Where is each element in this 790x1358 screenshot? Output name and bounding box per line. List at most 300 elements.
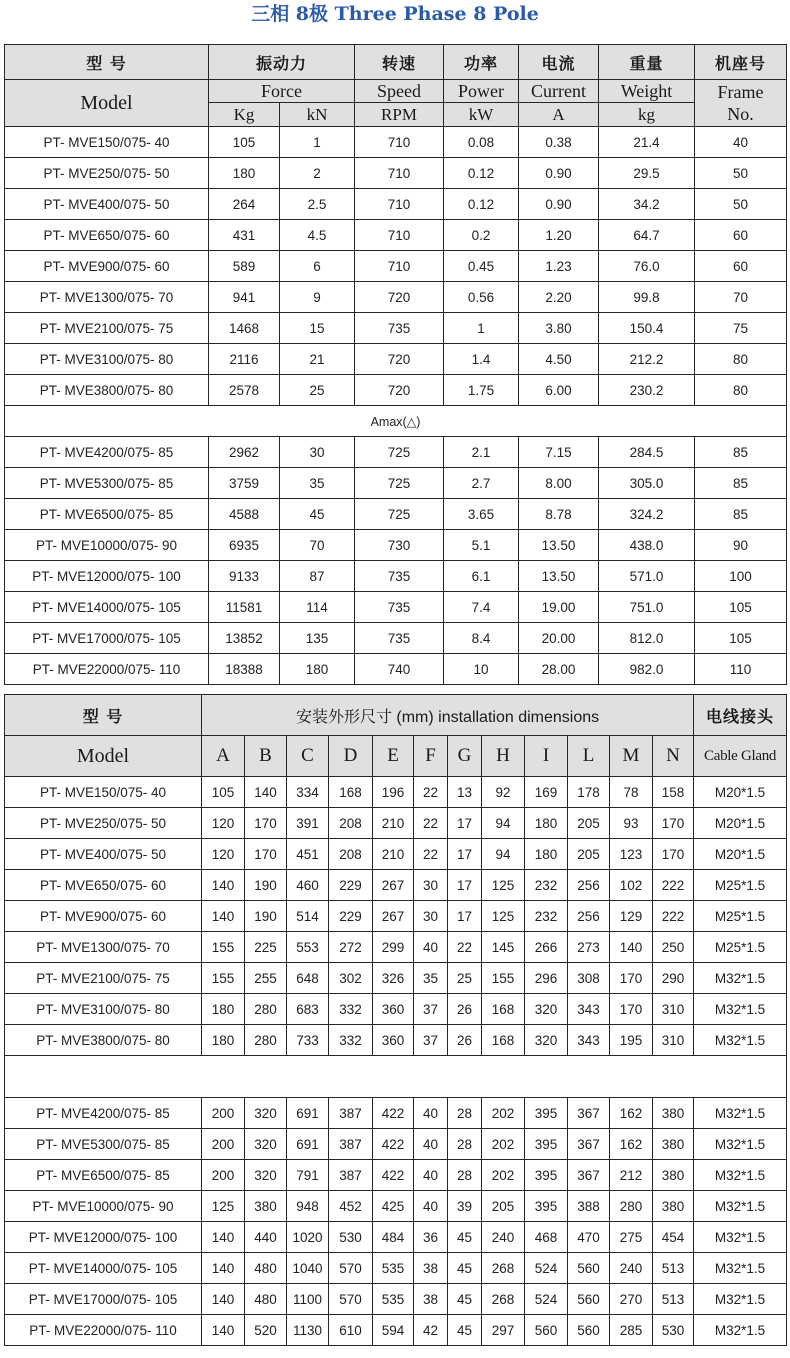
value-cell: 320 [245,1129,287,1160]
value-cell: 343 [568,994,610,1025]
model-cell: PT- MVE900/075- 60 [5,901,202,932]
value-cell: 45 [280,499,355,530]
value-cell: 452 [329,1191,373,1222]
value-cell: M32*1.5 [694,1315,787,1346]
model-cell: PT- MVE14000/075- 105 [5,1253,202,1284]
value-cell: 64.7 [599,220,695,251]
value-cell: 451 [287,839,329,870]
value-cell: 720 [355,344,444,375]
value-cell: 38 [414,1284,448,1315]
value-cell: 730 [355,530,444,561]
value-cell: 200 [202,1098,245,1129]
value-cell: 570 [329,1284,373,1315]
value-cell: 422 [373,1129,414,1160]
value-cell: 438.0 [599,530,695,561]
header-speed-en: Speed [355,80,444,103]
value-cell: 230.2 [599,375,695,406]
value-cell: 440 [245,1222,287,1253]
value-cell: 1.75 [444,375,519,406]
model-cell: PT- MVE12000/075- 100 [5,1222,202,1253]
value-cell: 168 [329,777,373,808]
value-cell: 202 [482,1098,525,1129]
value-cell: 240 [482,1222,525,1253]
value-cell: 158 [653,777,694,808]
model-cell: PT- MVE10000/075- 90 [5,1191,202,1222]
value-cell: M32*1.5 [694,1253,787,1284]
value-cell: 190 [245,901,287,932]
value-cell: 1.20 [519,220,599,251]
value-cell: 273 [568,932,610,963]
value-cell: 180 [202,994,245,1025]
value-cell: 30 [280,437,355,468]
value-cell: M32*1.5 [694,1129,787,1160]
value-cell: 140 [202,1284,245,1315]
value-cell: 648 [287,963,329,994]
value-cell: 326 [373,963,414,994]
value-cell: 94 [482,839,525,870]
value-cell: 205 [482,1191,525,1222]
value-cell: 21 [280,344,355,375]
header-current-cn: 电流 [519,45,599,80]
value-cell: 35 [280,468,355,499]
value-cell: 180 [280,654,355,685]
model-cell: PT- MVE22000/075- 110 [5,1315,202,1346]
value-cell: 725 [355,437,444,468]
value-cell: M32*1.5 [694,994,787,1025]
value-cell: 735 [355,313,444,344]
value-cell: 299 [373,932,414,963]
model-cell: PT- MVE150/075- 40 [5,127,209,158]
value-cell: 34.2 [599,189,695,220]
header-dim-letter: G [448,736,482,777]
header-unit-kg: Kg [209,103,280,127]
value-cell: 170 [653,808,694,839]
value-cell: M25*1.5 [694,932,787,963]
value-cell: 200 [202,1129,245,1160]
value-cell: 256 [568,870,610,901]
value-cell: 268 [482,1284,525,1315]
value-cell: 1468 [209,313,280,344]
value-cell: 195 [610,1025,653,1056]
value-cell: 85 [695,437,787,468]
value-cell: 380 [245,1191,287,1222]
value-cell: 275 [610,1222,653,1253]
table-row [5,901,787,932]
value-cell: 28 [448,1129,482,1160]
value-cell: 125 [482,901,525,932]
value-cell: 332 [329,1025,373,1056]
value-cell: 460 [287,870,329,901]
model-cell: PT- MVE6500/075- 85 [5,1160,202,1191]
value-cell: 13 [448,777,482,808]
value-cell: 212 [610,1160,653,1191]
value-cell: 210 [373,839,414,870]
value-cell: M20*1.5 [694,839,787,870]
value-cell: 7.15 [519,437,599,468]
table-row [5,623,787,654]
value-cell: 256 [568,901,610,932]
table-row [5,994,787,1025]
value-cell: M32*1.5 [694,1284,787,1315]
header-dim-letter: B [245,736,287,777]
value-cell: 720 [355,282,444,313]
value-cell: 90 [695,530,787,561]
header-dim-letter: H [482,736,525,777]
blank-separator-row [5,1056,787,1098]
model-cell: PT- MVE900/075- 60 [5,251,209,282]
value-cell: 180 [202,1025,245,1056]
value-cell: 320 [525,1025,568,1056]
table-row [5,932,787,963]
value-cell: 110 [695,654,787,685]
model-cell: PT- MVE250/075- 50 [5,158,209,189]
value-cell: 37 [414,1025,448,1056]
value-cell: 255 [245,963,287,994]
value-cell: 0.90 [519,189,599,220]
value-cell: 250 [653,932,694,963]
value-cell: 395 [525,1098,568,1129]
table-row [5,1253,787,1284]
value-cell: 560 [568,1315,610,1346]
value-cell: 740 [355,654,444,685]
value-cell: 19.00 [519,592,599,623]
value-cell: 0.12 [444,158,519,189]
value-cell: 28 [448,1098,482,1129]
model-cell: PT- MVE4200/075- 85 [5,437,209,468]
table-row [5,1160,787,1191]
model-cell: PT- MVE17000/075- 105 [5,623,209,654]
value-cell: 422 [373,1160,414,1191]
value-cell: 941 [209,282,280,313]
value-cell: 50 [695,158,787,189]
table-row [5,375,787,406]
value-cell: 691 [287,1098,329,1129]
value-cell: 395 [525,1160,568,1191]
value-cell: 150.4 [599,313,695,344]
header-unit-weight-kg: kg [599,103,695,127]
value-cell: 22 [448,932,482,963]
model-cell: PT- MVE2100/075- 75 [5,963,202,994]
table-row [5,839,787,870]
value-cell: 120 [202,839,245,870]
value-cell: 571.0 [599,561,695,592]
value-cell: 114 [280,592,355,623]
value-cell: 8.4 [444,623,519,654]
model-cell: PT- MVE3800/075- 80 [5,375,209,406]
value-cell: 710 [355,251,444,282]
value-cell: 123 [610,839,653,870]
value-cell: 22 [414,777,448,808]
header-frame-en [695,80,787,127]
table-row [5,251,787,282]
value-cell: 791 [287,1160,329,1191]
value-cell: 140 [610,932,653,963]
value-cell: 93 [610,808,653,839]
model-cell: PT- MVE17000/075- 105 [5,1284,202,1315]
header-model-en: Model [5,736,202,777]
value-cell: 560 [525,1315,568,1346]
value-cell: 60 [695,251,787,282]
value-cell: 105 [209,127,280,158]
value-cell: 4.50 [519,344,599,375]
value-cell: 1130 [287,1315,329,1346]
value-cell: 560 [568,1284,610,1315]
table-row [5,592,787,623]
model-cell: PT- MVE22000/075- 110 [5,654,209,685]
value-cell: 94 [482,808,525,839]
model-cell: PT- MVE650/075- 60 [5,870,202,901]
model-cell: PT- MVE10000/075- 90 [5,530,209,561]
value-cell: 484 [373,1222,414,1253]
header-model-cn: 型 号 [5,45,209,80]
table-row [5,189,787,220]
performance-rows-group2 [5,437,787,685]
value-cell: 145 [482,932,525,963]
value-cell: 710 [355,189,444,220]
value-cell: 21.4 [599,127,695,158]
value-cell: 610 [329,1315,373,1346]
value-cell: 1100 [287,1284,329,1315]
value-cell: 36 [414,1222,448,1253]
value-cell: 320 [245,1098,287,1129]
table-row [5,530,787,561]
value-cell: 267 [373,901,414,932]
value-cell: 387 [329,1129,373,1160]
value-cell: 232 [525,870,568,901]
value-cell: 3.80 [519,313,599,344]
value-cell: 135 [280,623,355,654]
value-cell: 380 [653,1098,694,1129]
value-cell: 229 [329,870,373,901]
value-cell: M32*1.5 [694,1222,787,1253]
value-cell: 60 [695,220,787,251]
value-cell: 38 [414,1253,448,1284]
value-cell: 2.5 [280,189,355,220]
value-cell: 284.5 [599,437,695,468]
value-cell: 6.1 [444,561,519,592]
value-cell: 180 [525,808,568,839]
value-cell: 290 [653,963,694,994]
value-cell: 202 [482,1129,525,1160]
value-cell: 40 [414,1129,448,1160]
value-cell: 280 [245,994,287,1025]
value-cell: 78 [610,777,653,808]
dimension-rows-group1 [5,777,787,1056]
value-cell: 468 [525,1222,568,1253]
value-cell: 8.78 [519,499,599,530]
value-cell: 683 [287,994,329,1025]
value-cell: 560 [568,1253,610,1284]
value-cell: 725 [355,499,444,530]
value-cell: 40 [414,1160,448,1191]
model-cell: PT- MVE14000/075- 105 [5,592,209,623]
value-cell: 9133 [209,561,280,592]
table-row [5,963,787,994]
value-cell: 3759 [209,468,280,499]
value-cell: M32*1.5 [694,1098,787,1129]
value-cell: M20*1.5 [694,808,787,839]
table-row [5,1191,787,1222]
value-cell: 225 [245,932,287,963]
header-force-en: Force [209,80,355,103]
value-cell: 1 [280,127,355,158]
value-cell: 422 [373,1098,414,1129]
value-cell: 1.4 [444,344,519,375]
table-row [5,808,787,839]
value-cell: 7.4 [444,592,519,623]
header-speed-cn: 转速 [355,45,444,80]
model-cell: PT- MVE650/075- 60 [5,220,209,251]
value-cell: 140 [202,1253,245,1284]
value-cell: 80 [695,344,787,375]
header-frame-en-line2: No. [727,104,754,124]
value-cell: 28.00 [519,654,599,685]
value-cell: 105 [202,777,245,808]
value-cell: 170 [245,808,287,839]
value-cell: 520 [245,1315,287,1346]
value-cell: 513 [653,1253,694,1284]
value-cell: 360 [373,1025,414,1056]
value-cell: 480 [245,1253,287,1284]
value-cell: 40 [414,1098,448,1129]
value-cell: 105 [695,592,787,623]
value-cell: 11581 [209,592,280,623]
value-cell: 178 [568,777,610,808]
table-row [5,777,787,808]
value-cell: 570 [329,1253,373,1284]
value-cell: 0.56 [444,282,519,313]
value-cell: 267 [373,870,414,901]
value-cell: 297 [482,1315,525,1346]
value-cell: 15 [280,313,355,344]
value-cell: 70 [695,282,787,313]
value-cell: 25 [280,375,355,406]
value-cell: 6 [280,251,355,282]
value-cell: 17 [448,901,482,932]
value-cell: 129 [610,901,653,932]
value-cell: 553 [287,932,329,963]
model-cell: PT- MVE400/075- 50 [5,189,209,220]
value-cell: 30 [414,901,448,932]
value-cell: 17 [448,870,482,901]
header-dim-letter: I [525,736,568,777]
value-cell: 180 [209,158,280,189]
value-cell: 1020 [287,1222,329,1253]
value-cell: 37 [414,994,448,1025]
value-cell: 25 [448,963,482,994]
value-cell: 13852 [209,623,280,654]
value-cell: 310 [653,1025,694,1056]
value-cell: 380 [653,1129,694,1160]
value-cell: 100 [695,561,787,592]
value-cell: 196 [373,777,414,808]
value-cell: 530 [653,1315,694,1346]
table-row [5,282,787,313]
value-cell: 92 [482,777,525,808]
value-cell: 13.50 [519,530,599,561]
header-power-cn: 功率 [444,45,519,80]
value-cell: 324.2 [599,499,695,530]
value-cell: 87 [280,561,355,592]
value-cell: 140 [202,1315,245,1346]
header-unit-kn: kN [280,103,355,127]
value-cell: 0.45 [444,251,519,282]
value-cell: 20.00 [519,623,599,654]
value-cell: 1.23 [519,251,599,282]
value-cell: 710 [355,158,444,189]
value-cell: 140 [245,777,287,808]
value-cell: 28 [448,1160,482,1191]
value-cell: 140 [202,901,245,932]
value-cell: 200 [202,1160,245,1191]
header-dim-letter: M [610,736,653,777]
header-dim-letter: A [202,736,245,777]
value-cell: 99.8 [599,282,695,313]
dimension-rows-group2 [5,1098,787,1346]
value-cell: 395 [525,1129,568,1160]
value-cell: M25*1.5 [694,870,787,901]
table-row [5,1284,787,1315]
value-cell: 2962 [209,437,280,468]
table-row [5,158,787,189]
value-cell: 105 [695,623,787,654]
value-cell: 40 [695,127,787,158]
value-cell: 29.5 [599,158,695,189]
value-cell: 305.0 [599,468,695,499]
header-model-cn: 型 号 [5,695,202,736]
value-cell: 535 [373,1284,414,1315]
value-cell: 8.00 [519,468,599,499]
value-cell: 2.7 [444,468,519,499]
value-cell: 125 [202,1191,245,1222]
value-cell: M32*1.5 [694,1025,787,1056]
value-cell: 5.1 [444,530,519,561]
value-cell: 22 [414,839,448,870]
table-row [5,468,787,499]
value-cell: 140 [202,1222,245,1253]
header-unit-rpm: RPM [355,103,444,127]
model-cell: PT- MVE5300/075- 85 [5,468,209,499]
value-cell: 170 [610,994,653,1025]
value-cell: 80 [695,375,787,406]
header-dim-letter: N [653,736,694,777]
value-cell: 0.2 [444,220,519,251]
value-cell: 720 [355,375,444,406]
value-cell: 302 [329,963,373,994]
value-cell: 0.90 [519,158,599,189]
value-cell: 2.1 [444,437,519,468]
value-cell: 360 [373,994,414,1025]
header-frame-en-line1: Frame [717,82,764,102]
table-row [5,1098,787,1129]
value-cell: 85 [695,499,787,530]
dimensions-table [4,694,787,1346]
value-cell: 208 [329,808,373,839]
value-cell: M32*1.5 [694,1191,787,1222]
value-cell: 380 [653,1160,694,1191]
value-cell: 270 [610,1284,653,1315]
value-cell: 3.65 [444,499,519,530]
value-cell: 1040 [287,1253,329,1284]
model-cell: PT- MVE2100/075- 75 [5,313,209,344]
table-row [5,561,787,592]
value-cell: 589 [209,251,280,282]
value-cell: 18388 [209,654,280,685]
model-cell: PT- MVE250/075- 50 [5,808,202,839]
value-cell: 45 [448,1315,482,1346]
value-cell: 85 [695,468,787,499]
value-cell: M25*1.5 [694,901,787,932]
